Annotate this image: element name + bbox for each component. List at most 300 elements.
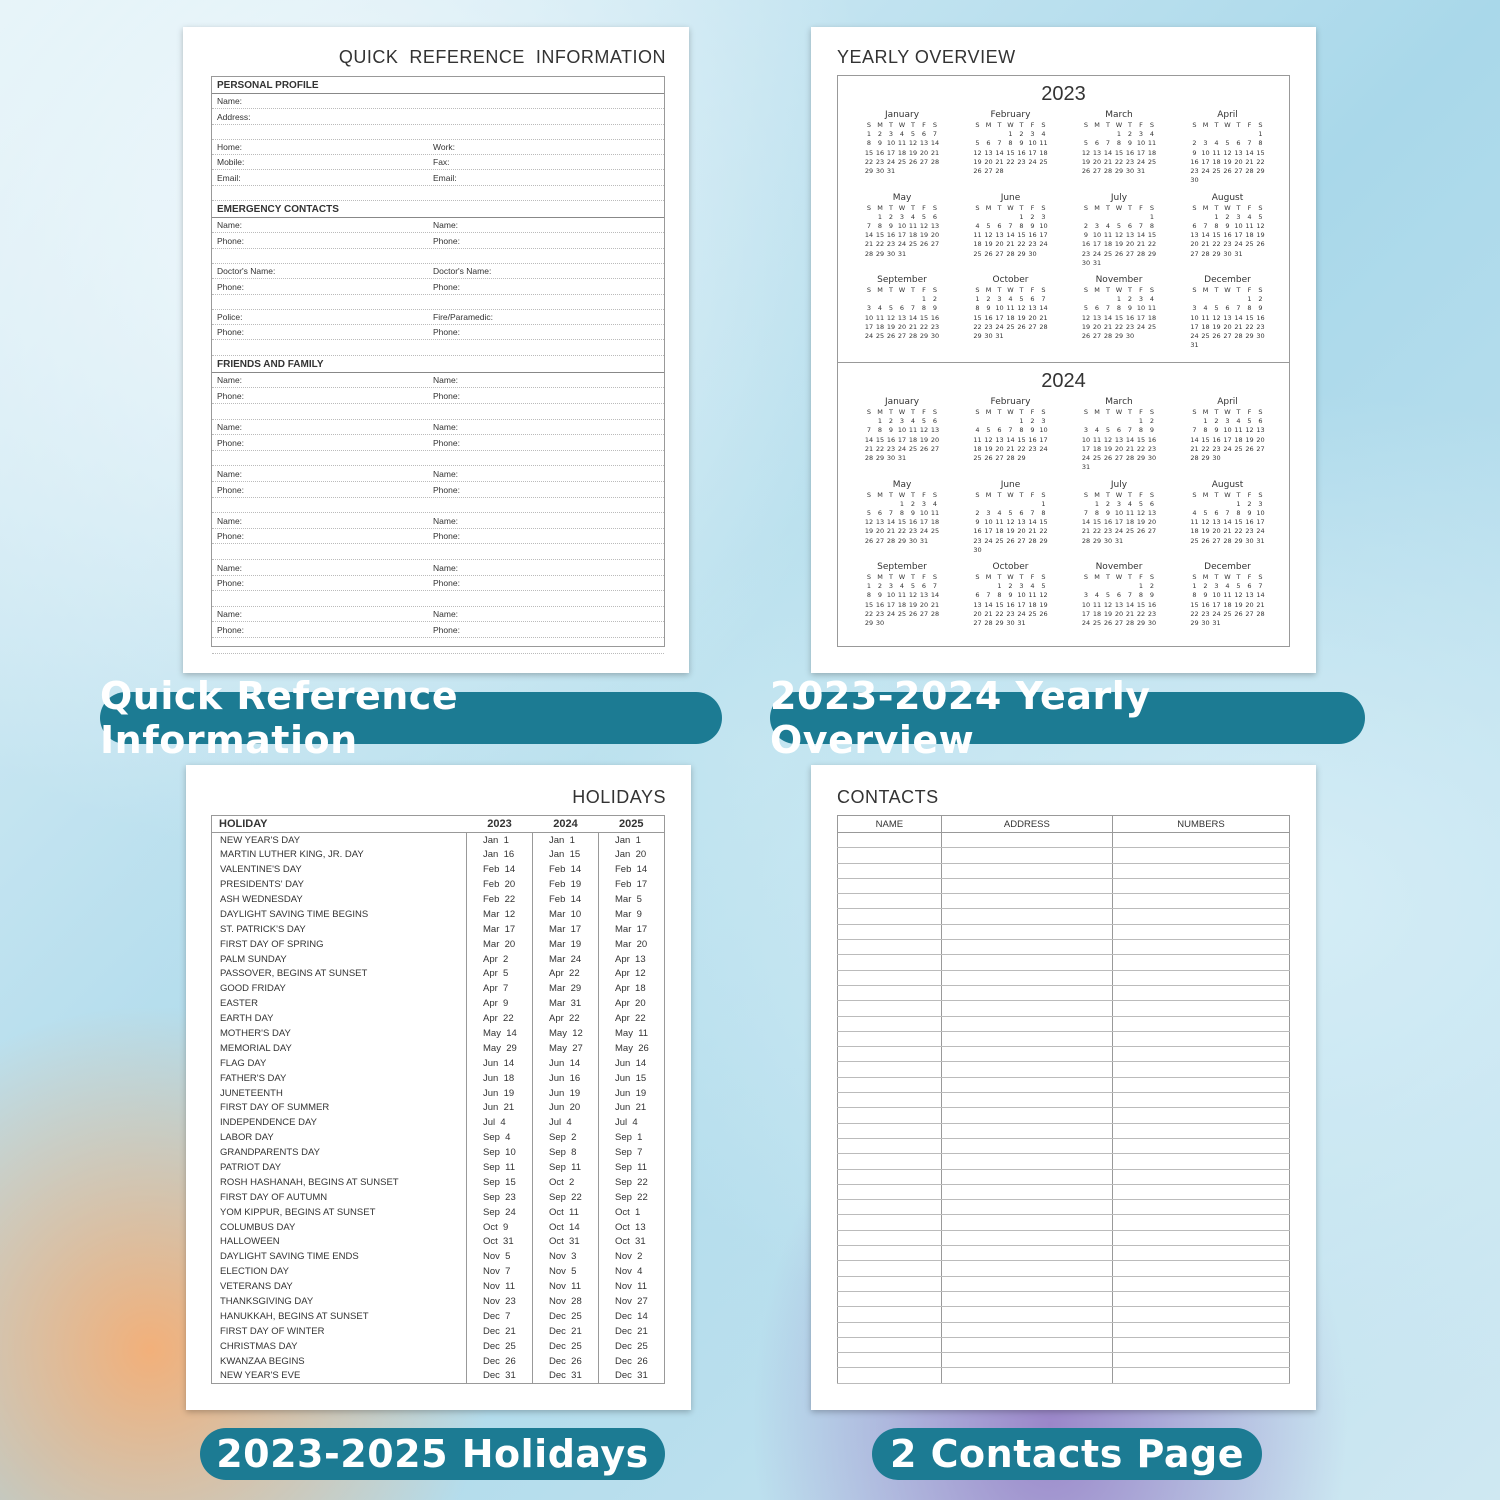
day: 21 [1245, 157, 1254, 166]
form-row [212, 295, 664, 310]
blank [897, 295, 908, 304]
day: 27 [1245, 609, 1254, 618]
day: 16 [1212, 435, 1221, 444]
day: 31 [1212, 619, 1221, 628]
day: 10 [897, 426, 907, 435]
table-row [838, 1154, 1290, 1169]
field-label: Address: [217, 111, 251, 122]
weekday: T [911, 203, 915, 212]
day: 4 [975, 426, 980, 435]
day: 15 [897, 518, 907, 527]
weekday: T [1214, 121, 1219, 129]
day: 22 [875, 444, 885, 453]
weekday: T [997, 286, 1002, 294]
day: 19 [1223, 157, 1232, 166]
weekday: W [898, 286, 906, 294]
blank [1189, 417, 1200, 426]
day: 7 [1030, 508, 1035, 517]
day: 22 [1212, 240, 1221, 249]
holiday-date: Sep 7 [599, 1145, 665, 1160]
day: 29 [1234, 536, 1243, 545]
day: 10 [919, 508, 929, 517]
day: 12 [1245, 426, 1254, 435]
month-calendar [1071, 275, 1167, 341]
table-row [212, 937, 665, 952]
day-grid [1180, 286, 1276, 350]
form-row [212, 279, 664, 294]
day: 21 [995, 157, 1004, 166]
day: 8 [866, 591, 872, 600]
weekday: T [997, 203, 1002, 212]
holiday-name: PRESIDENTS' DAY [220, 879, 304, 891]
day: 20 [1028, 313, 1037, 322]
contact-cell [941, 1322, 1112, 1337]
day: 18 [930, 518, 940, 527]
holiday-date: Mar 10 [533, 907, 599, 922]
weekday: S [1258, 490, 1263, 499]
day: 7 [1258, 582, 1263, 591]
holiday-date: Jun 14 [599, 1056, 665, 1071]
day: 29 [1136, 619, 1146, 628]
table-row [212, 1190, 665, 1205]
day: 30 [1103, 536, 1113, 545]
weekday: S [1192, 490, 1197, 499]
field-label: Phone: [433, 390, 460, 401]
holiday-date: Sep 2 [533, 1130, 599, 1145]
year-title: 2023 [1041, 83, 1086, 105]
contact-cell [1113, 1353, 1290, 1368]
day: 12 [984, 435, 993, 444]
day: 7 [888, 508, 894, 517]
holiday-date: Jun 21 [467, 1101, 533, 1116]
table-row [838, 848, 1290, 863]
weekday: W [1115, 121, 1123, 129]
day: 26 [1212, 332, 1221, 341]
contact-cell [1113, 955, 1290, 970]
weekday: F [1139, 286, 1143, 294]
table-row [212, 1309, 665, 1324]
day: 10 [984, 518, 993, 527]
day: 26 [1081, 167, 1091, 176]
day: 27 [897, 332, 907, 341]
table-row [838, 1093, 1290, 1108]
holiday-date: Oct 31 [533, 1235, 599, 1250]
holiday-date: Mar 9 [599, 907, 665, 922]
form-row [212, 388, 664, 404]
table-row [838, 955, 1290, 970]
day: 3 [1094, 221, 1100, 230]
day: 23 [1103, 527, 1113, 536]
holiday-name: ELECTION DAY [220, 1266, 289, 1278]
table-row [212, 1011, 665, 1026]
blank [1189, 500, 1200, 509]
holiday-date: Nov 4 [599, 1264, 665, 1279]
day: 7 [1083, 508, 1089, 517]
holiday-date: Nov 3 [533, 1249, 599, 1264]
day: 30 [1028, 249, 1037, 258]
day: 29 [1017, 249, 1026, 258]
day: 20 [995, 240, 1004, 249]
day: 9 [1105, 508, 1111, 517]
field-label: Phone: [217, 531, 244, 542]
day: 9 [888, 221, 894, 230]
day: 17 [1039, 231, 1048, 240]
day: 26 [1136, 527, 1146, 536]
day: 18 [1039, 148, 1048, 157]
weekday: W [1007, 203, 1014, 212]
day: 19 [919, 231, 929, 240]
day: 7 [1105, 139, 1111, 148]
day: 15 [1017, 435, 1026, 444]
day: 4 [1214, 139, 1219, 148]
blank [1092, 213, 1103, 222]
holiday-name: PALM SUNDAY [220, 953, 287, 965]
day: 11 [1245, 221, 1254, 230]
day: 23 [973, 536, 982, 545]
day: 18 [973, 240, 982, 249]
day: 14 [1245, 148, 1254, 157]
day: 24 [1212, 609, 1221, 618]
field-label: Name: [217, 96, 243, 107]
day: 9 [1127, 304, 1133, 313]
day: 24 [984, 536, 993, 545]
day: 25 [1223, 609, 1232, 618]
holiday-name: YOM KIPPUR, BEGINS AT SUNSET [220, 1206, 376, 1218]
weekday: W [898, 573, 906, 581]
month-calendar [1180, 480, 1276, 546]
weekday: M [877, 408, 883, 416]
weekday: S [1149, 121, 1155, 129]
day: 25 [1147, 157, 1157, 166]
column-header: NAME [838, 816, 942, 833]
day: 13 [897, 313, 907, 322]
day: 22 [1136, 444, 1146, 453]
day: 24 [886, 609, 896, 618]
day: 6 [1192, 221, 1197, 230]
holiday-date: Feb 17 [599, 877, 665, 892]
day: 9 [1030, 221, 1035, 230]
form-row [212, 482, 664, 498]
day: 7 [1192, 426, 1197, 435]
weekday: F [1030, 286, 1035, 294]
section-header: EMERGENCY CONTACTS [212, 201, 664, 218]
blank [1211, 130, 1222, 139]
day: 17 [1201, 157, 1210, 166]
day: 13 [1245, 591, 1254, 600]
day: 16 [1103, 518, 1113, 527]
holiday-name: VALENTINE'S DAY [220, 864, 302, 876]
contact-cell [941, 1001, 1112, 1016]
weekday: T [1128, 286, 1132, 294]
holiday-date: Feb 14 [533, 862, 599, 877]
day: 8 [877, 426, 883, 435]
day: 28 [908, 332, 918, 341]
contact-cell [1113, 1093, 1290, 1108]
year-title: 2024 [1041, 370, 1086, 392]
field-label: Email: [433, 172, 457, 183]
field-label: Phone: [217, 578, 244, 589]
day: 3 [1258, 499, 1263, 508]
table-row [838, 1016, 1290, 1031]
form-row [212, 140, 664, 155]
holiday-date: Sep 1 [599, 1130, 665, 1145]
contact-cell [1113, 1307, 1290, 1322]
day: 9 [1149, 591, 1155, 600]
contact-cell [941, 1062, 1112, 1077]
day: 23 [984, 322, 993, 331]
weekday: T [889, 121, 893, 129]
day: 6 [921, 130, 927, 139]
contact-cell [941, 1291, 1112, 1306]
day: 18 [908, 231, 918, 240]
month-name: December [1204, 562, 1251, 572]
contact-cell [1113, 863, 1290, 878]
holiday-date: May 27 [533, 1041, 599, 1056]
weekday: F [1139, 203, 1143, 212]
holiday-name: FIRST DAY OF SUMMER [220, 1102, 330, 1114]
contact-cell [838, 924, 942, 939]
day: 31 [1234, 249, 1243, 258]
month-calendar [963, 562, 1059, 628]
day: 13 [1028, 304, 1037, 313]
weekday: F [1139, 121, 1143, 129]
day: 15 [864, 600, 874, 609]
day: 22 [1039, 527, 1048, 536]
day: 26 [1103, 619, 1113, 628]
holiday-date: Dec 26 [599, 1354, 665, 1369]
day: 19 [1081, 157, 1091, 166]
weekday: W [1224, 408, 1231, 416]
contact-cell [941, 1337, 1112, 1352]
day: 25 [930, 527, 940, 536]
form-row [212, 155, 664, 170]
contact-cell [941, 1215, 1112, 1230]
weekday: S [932, 286, 938, 294]
day: 17 [919, 518, 929, 527]
day: 3 [1030, 130, 1035, 139]
holiday-date: Dec 31 [599, 1369, 665, 1384]
blank [1081, 130, 1092, 139]
holiday-date: Apr 20 [599, 996, 665, 1011]
blank [983, 213, 994, 222]
day: 25 [1147, 322, 1157, 331]
day: 11 [1212, 148, 1221, 157]
blank [1092, 130, 1103, 139]
holiday-name: INDEPENDENCE DAY [220, 1117, 317, 1129]
contact-cell [941, 909, 1112, 924]
table-row [838, 1246, 1290, 1261]
weekday: S [1192, 408, 1197, 416]
blank [1103, 582, 1114, 591]
day: 25 [908, 240, 918, 249]
day: 27 [1223, 332, 1232, 341]
weekday: T [889, 203, 893, 212]
form-row [212, 544, 664, 560]
holiday-date: Apr 2 [467, 952, 533, 967]
contact-cell [941, 1261, 1112, 1276]
day: 24 [1234, 240, 1243, 249]
day: 11 [908, 221, 918, 230]
weekday: M [1202, 286, 1209, 294]
day: 29 [1017, 454, 1026, 463]
day: 21 [908, 322, 918, 331]
weekday: S [975, 203, 980, 212]
day: 3 [1192, 304, 1197, 313]
day: 27 [875, 536, 885, 545]
blank [1189, 130, 1200, 139]
day-grid [854, 573, 950, 628]
field-label: Name: [433, 468, 459, 479]
weekday: S [932, 121, 938, 129]
day: 13 [919, 139, 929, 148]
table-row [212, 1235, 665, 1250]
day: 3 [1041, 212, 1046, 221]
day: 14 [1006, 231, 1015, 240]
day: 15 [1212, 231, 1221, 240]
day: 4 [1094, 426, 1100, 435]
day: 3 [1083, 426, 1089, 435]
day: 3 [1138, 130, 1144, 139]
day: 12 [1114, 231, 1124, 240]
day: 23 [930, 322, 940, 331]
holiday-date: Feb 20 [467, 877, 533, 892]
day: 12 [1212, 313, 1221, 322]
day: 27 [930, 444, 940, 453]
contact-cell [838, 1230, 942, 1245]
day: 26 [1081, 332, 1091, 341]
day: 1 [1019, 417, 1024, 426]
weekday: M [985, 408, 992, 416]
day: 17 [1234, 231, 1243, 240]
blank [1081, 417, 1092, 426]
day: 11 [1092, 435, 1102, 444]
day: 27 [1256, 444, 1265, 453]
contact-cell [1113, 1200, 1290, 1215]
day: 19 [919, 435, 929, 444]
day: 20 [1223, 322, 1232, 331]
contact-cell [941, 1230, 1112, 1245]
weekday: W [1115, 490, 1123, 499]
day: 12 [886, 313, 896, 322]
day: 20 [984, 157, 993, 166]
month-calendar [963, 397, 1059, 463]
contact-cell [1113, 1184, 1290, 1199]
day: 5 [910, 130, 916, 139]
field-label: Phone: [433, 624, 460, 635]
day: 10 [1028, 139, 1037, 148]
day: 18 [1028, 600, 1037, 609]
field-label: Fire/Paramedic: [433, 312, 493, 323]
month-name: June [1000, 192, 1021, 203]
blank [886, 500, 897, 509]
day: 6 [1116, 426, 1122, 435]
contact-cell [941, 1093, 1112, 1108]
form-row [212, 94, 664, 109]
day: 8 [866, 139, 872, 148]
weekday: S [1192, 573, 1197, 581]
contact-cell [838, 1368, 942, 1383]
day: 6 [899, 304, 905, 313]
contact-cell [1113, 1001, 1290, 1016]
day: 26 [973, 167, 982, 176]
day: 28 [1028, 536, 1037, 545]
day: 12 [984, 231, 993, 240]
day: 21 [1103, 157, 1113, 166]
weekday: M [1094, 490, 1100, 499]
weekday: F [1030, 121, 1035, 129]
day: 29 [1256, 167, 1265, 176]
day: 5 [975, 139, 980, 148]
day: 2 [1030, 212, 1035, 221]
field-label: Name: [217, 375, 243, 386]
day: 2 [1214, 417, 1219, 426]
day: 13 [1223, 313, 1232, 322]
day: 15 [1147, 231, 1157, 240]
weekday: T [1106, 203, 1110, 212]
holiday-date: Dec 31 [533, 1369, 599, 1384]
day: 22 [1234, 527, 1243, 536]
month-name: March [1105, 110, 1133, 120]
day: 21 [1223, 527, 1232, 536]
field-label: Phone: [217, 327, 244, 338]
day: 5 [1258, 212, 1263, 221]
day: 28 [1223, 536, 1232, 545]
day: 8 [877, 221, 883, 230]
holiday-date: Sep 24 [467, 1205, 533, 1220]
day: 16 [1006, 600, 1015, 609]
holiday-name: MARTIN LUTHER KING, JR. DAY [220, 849, 364, 861]
day: 25 [897, 609, 907, 618]
day: 16 [875, 148, 885, 157]
table-row [838, 1031, 1290, 1046]
field-label: Phone: [217, 235, 244, 246]
contact-cell [1113, 1337, 1290, 1352]
day-grid [963, 121, 1059, 176]
contact-cell [1113, 1123, 1290, 1138]
column-header: 2024 [533, 816, 599, 833]
weekday: W [898, 490, 906, 499]
day: 17 [1081, 444, 1091, 453]
holiday-date: Oct 1 [599, 1205, 665, 1220]
blank [972, 582, 983, 591]
day: 12 [1006, 518, 1015, 527]
day: 28 [1125, 454, 1135, 463]
weekday: T [889, 573, 893, 581]
holiday-name: PASSOVER, BEGINS AT SUNSET [220, 968, 368, 980]
day: 8 [1138, 591, 1144, 600]
day: 21 [1190, 444, 1199, 453]
day: 23 [875, 609, 885, 618]
banner-yearly-overview: 2023-2024 Yearly Overview [770, 692, 1365, 744]
day: 5 [1203, 508, 1208, 517]
table-row [838, 1108, 1290, 1123]
day: 12 [919, 426, 929, 435]
day: 21 [1125, 609, 1135, 618]
day-grid [1180, 408, 1276, 463]
day: 3 [866, 304, 872, 313]
day: 5 [866, 508, 872, 517]
day: 17 [886, 148, 896, 157]
day: 9 [1127, 139, 1133, 148]
day: 5 [1138, 499, 1144, 508]
day: 26 [1017, 322, 1026, 331]
day: 3 [921, 499, 927, 508]
form-row [212, 420, 664, 436]
day: 18 [1006, 313, 1015, 322]
day: 26 [908, 609, 918, 618]
form-row [212, 125, 664, 140]
holiday-name: FIRST DAY OF SPRING [220, 938, 324, 950]
